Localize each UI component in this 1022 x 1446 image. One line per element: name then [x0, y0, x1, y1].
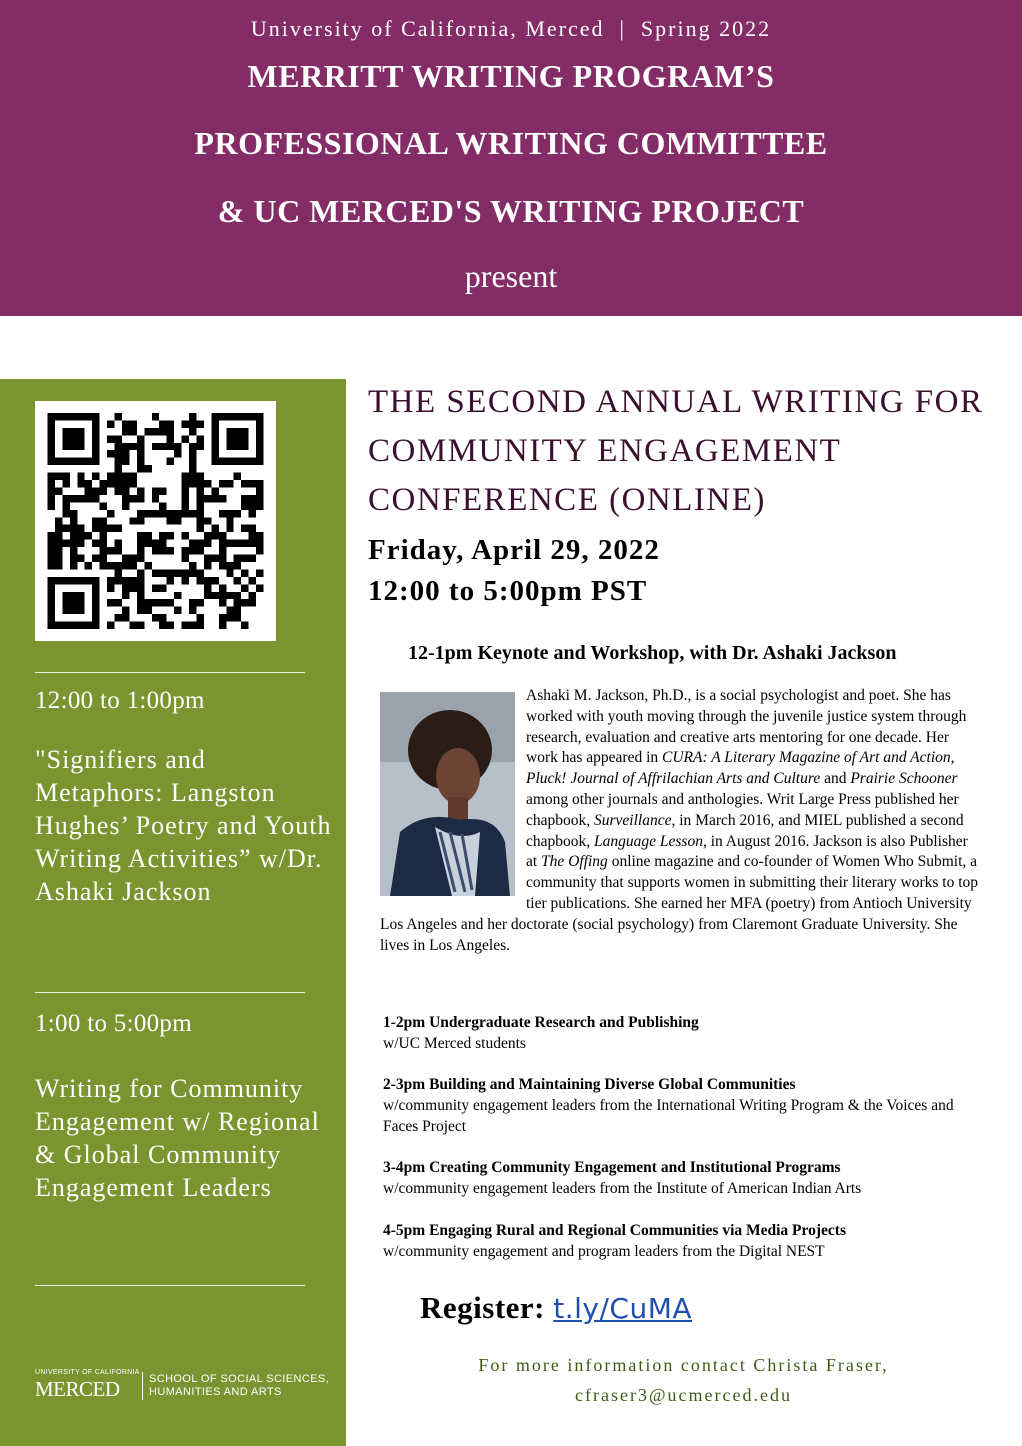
event-datetime: [368, 530, 660, 612]
header-banner: [0, 0, 1022, 316]
header-line-1: MERRITT WRITING PROGRAM’S: [247, 58, 775, 94]
session2-time: 1:00 to 5:00pm: [35, 1010, 192, 1037]
logo-merced-text: MERCED: [35, 1377, 120, 1401]
logo-school-line2: HUMANITIES AND ARTS: [149, 1386, 282, 1398]
logo-small-text: UNIVERSITY OF CALIFORNIA: [35, 1369, 140, 1376]
register-link[interactable]: t.ly/CuMA: [553, 1292, 693, 1325]
session2-title: Writing for Community Engagement w/ Regional & Global Community Engagement Leaders: [35, 1074, 320, 1202]
session-item: [383, 1158, 983, 1200]
keynote-heading: 12-1pm Keynote and Workshop, with Dr. Ashaki Jackson: [408, 642, 897, 664]
logo-school-line1: SCHOOL OF SOCIAL SCIENCES,: [149, 1373, 330, 1385]
session1-time: 12:00 to 1:00pm: [35, 687, 205, 714]
sidebar: [0, 379, 346, 1446]
event-date: Friday, April 29, 2022: [368, 534, 660, 566]
divider: [35, 672, 305, 673]
conference-title: THE SECOND ANNUAL WRITING FOR COMMUNITY ENGAGEMENT CONFERENCE (ONLINE): [368, 384, 984, 518]
session-desc: w/community engagement leaders from the Institute of American Indian Arts: [383, 1179, 862, 1197]
contact-info: [380, 1350, 987, 1410]
event-time: 12:00 to 5:00pm PST: [368, 575, 648, 607]
header-line-2: PROFESSIONAL WRITING COMMITTEE: [194, 125, 828, 161]
session-desc: w/UC Merced students: [383, 1034, 526, 1052]
register-label: Register:: [420, 1290, 545, 1325]
register-line: [420, 1290, 692, 1326]
uc-merced-logo: [35, 1369, 335, 1403]
divider: [35, 1285, 305, 1286]
session1-title: "Signifiers and Metaphors: Langston Hughes’ Poetry and Youth Writing Activities” w/Dr. Ashaki Jackson: [35, 745, 332, 906]
session-title: 1-2pm Undergraduate Research and Publishing: [383, 1014, 699, 1031]
session-desc: w/community engagement leaders from the International Writing Program & the Voices and Faces Project: [383, 1096, 954, 1135]
contact-line: For more information contact Christa Fraser,: [478, 1355, 889, 1375]
contact-email[interactable]: cfraser3@ucmerced.edu: [575, 1385, 792, 1405]
qr-code-icon[interactable]: [35, 401, 276, 641]
logo-separator: [142, 1372, 143, 1400]
header-present: present: [464, 258, 558, 294]
session-item: [383, 1013, 983, 1055]
session-title: 2-3pm Building and Maintaining Diverse Global Communities: [383, 1076, 796, 1093]
session-title: 4-5pm Engaging Rural and Regional Communities via Media Projects: [383, 1222, 846, 1239]
divider: [35, 992, 305, 993]
session-desc: w/community engagement and program leaders from the Digital NEST: [383, 1242, 825, 1260]
qr-code-graphic: [47, 413, 264, 629]
header-top-line: University of California, Merced | Spring 2022: [250, 16, 772, 41]
speaker-bio: Ashaki M. Jackson, Ph.D., is a social psychologist and poet. She has worked with youth moving through the juvenile justice system through research, evaluation and creative arts mentoring for one decade. Her work has appeared in CURA: A Literary Magazine of Art and Action, Pluck! Journal of Affrilachian Arts and Culture and Prairie Schooner among other journals and anthologies. Writ Large Press published her chapbook, Surveillance, in March 2016, and MIEL published a second chapbook, Language Lesson, in August 2016. Jackson is also Publisher at The Offing online magazine and co-founder of Women Who Submit, a community that supports women in submitting their literary works to top tier publications. She earned her MFA (poetry) from Antioch University Los Angeles and her doctorate (social psychology) from Claremont Graduate University. She lives in Los Angeles.: [380, 687, 979, 954]
session-item: [383, 1221, 983, 1263]
header-line-3: & UC MERCED'S WRITING PROJECT: [217, 193, 805, 229]
logo-school-name: [149, 1373, 329, 1399]
session-item: [383, 1075, 983, 1137]
session-title: 3-4pm Creating Community Engagement and Institutional Programs: [383, 1159, 841, 1176]
